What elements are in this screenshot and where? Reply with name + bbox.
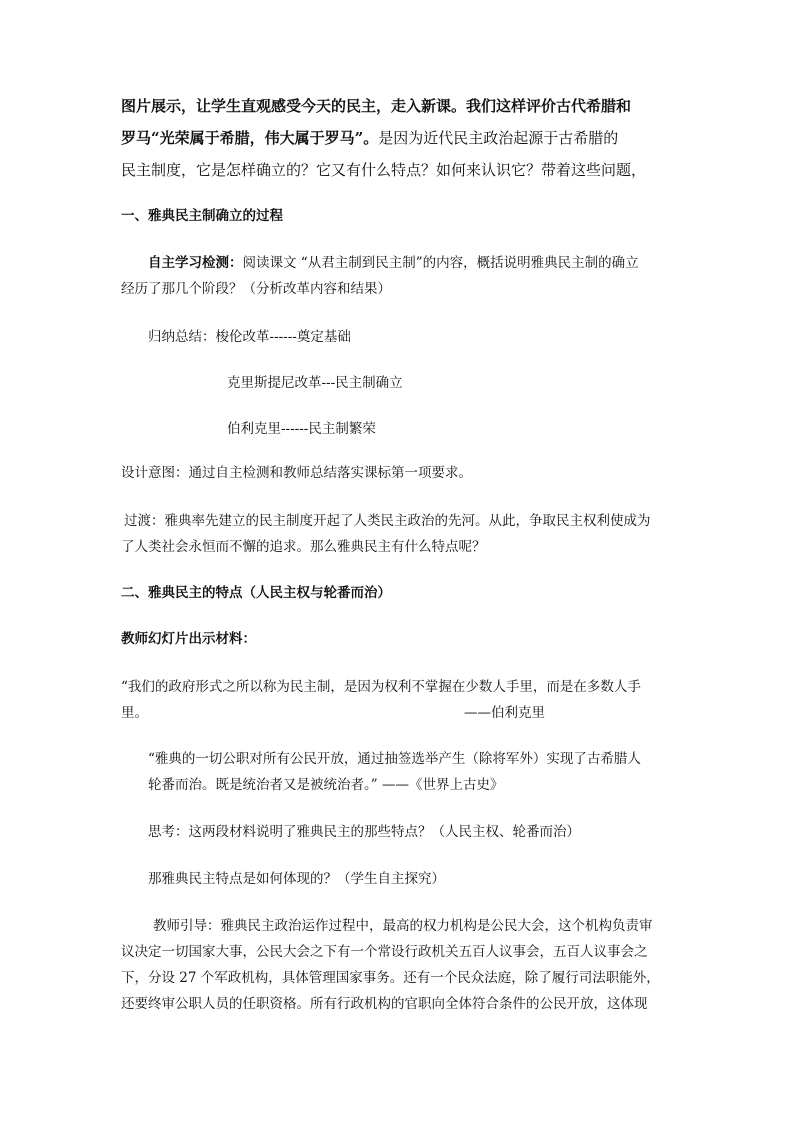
summary-line-2: 克里斯提尼改革---民主制确立 bbox=[227, 375, 403, 391]
intro-line-2-bold: 罗马“光荣属于希腊，伟大属于罗马”。 bbox=[121, 129, 379, 147]
design-intent: 设计意图：通过自主检测和教师总结落实课标第一项要求。 bbox=[121, 465, 472, 481]
guide-line-1: 教师引导：雅典民主政治运作过程中，最高的权力机构是公民大会，这个机构负责审 bbox=[153, 918, 653, 934]
transition-line-2: 了人类社会永恒而不懈的追求。那么雅典民主有什么特点呢？ bbox=[121, 539, 486, 555]
guide-line-4: 还要终审公职人员的任职资格。所有行政机构的官职向全体符合条件的公民开放，这体现 bbox=[121, 996, 648, 1012]
intro-line-1: 图片展示，让学生直观感受今天的民主，走入新课。我们这样评价古代希腊和 bbox=[121, 97, 632, 115]
think-question: 思考：这两段材料说明了雅典民主的那些特点？（人民主权、轮番而治） bbox=[148, 824, 580, 840]
transition-line-1: 过渡：雅典率先建立的民主制度开起了人类民主政治的先河。从此，争取民主权利使成为 bbox=[124, 513, 651, 529]
summary-line-3: 伯利克里------民主制繁荣 bbox=[227, 421, 376, 437]
selfcheck-label: 自主学习检测： bbox=[148, 255, 243, 271]
quote1-source: ——伯利克里 bbox=[464, 705, 545, 721]
selfcheck-line-1 bbox=[148, 257, 639, 271]
quote1-line-1: “我们的政府形式之所以称为民主制，是因为权利不掌握在少数人手里，而是在多数人手 bbox=[121, 679, 641, 695]
intro-line-2 bbox=[121, 131, 618, 146]
summary-line-1: 归纳总结：梭伦改革------奠定基础 bbox=[148, 329, 351, 345]
selfcheck-line-2: 经历了那几个阶段？（分析改革内容和结果） bbox=[121, 281, 391, 297]
quote2-line-2: 轮番而治。既是统治者又是被统治者。” ——《世界上古史》 bbox=[148, 777, 504, 793]
guide-line-3: 下，分设 27 个军政机构，具体管理国家事务。还有一个民众法庭，除了履行司法职能外， bbox=[121, 970, 660, 986]
section2-heading: 二、雅典民主的特点（人民主权与轮番而治） bbox=[121, 585, 391, 601]
intro-line-2-rest: 是因为近代民主政治起源于古希腊的 bbox=[378, 129, 619, 147]
section1-heading: 一、雅典民主制确立的过程 bbox=[121, 208, 283, 224]
guide-line-2: 议决定一切国家大事，公民大会之下有一个常设行政机关五百人议事会，五百人议事会之 bbox=[121, 944, 648, 960]
intro-line-3: 民主制度，它是怎样确立的？它又有什么特点？如何来认识它？带着这些问题， bbox=[121, 161, 647, 179]
quote2-line-1: “雅典的一切公职对所有公民开放，通过抽签选举产生（除将军外）实现了古希腊人 bbox=[148, 751, 641, 767]
quote1-line-2: 里。 bbox=[121, 705, 148, 721]
slide-label: 教师幻灯片出示材料： bbox=[121, 631, 256, 647]
how-question: 那雅典民主特点是如何体现的？（学生自主探究） bbox=[148, 871, 445, 887]
selfcheck-text-1: 阅读课文 “从君主制到民主制”的内容，概括说明雅典民主制的确立 bbox=[242, 255, 639, 271]
